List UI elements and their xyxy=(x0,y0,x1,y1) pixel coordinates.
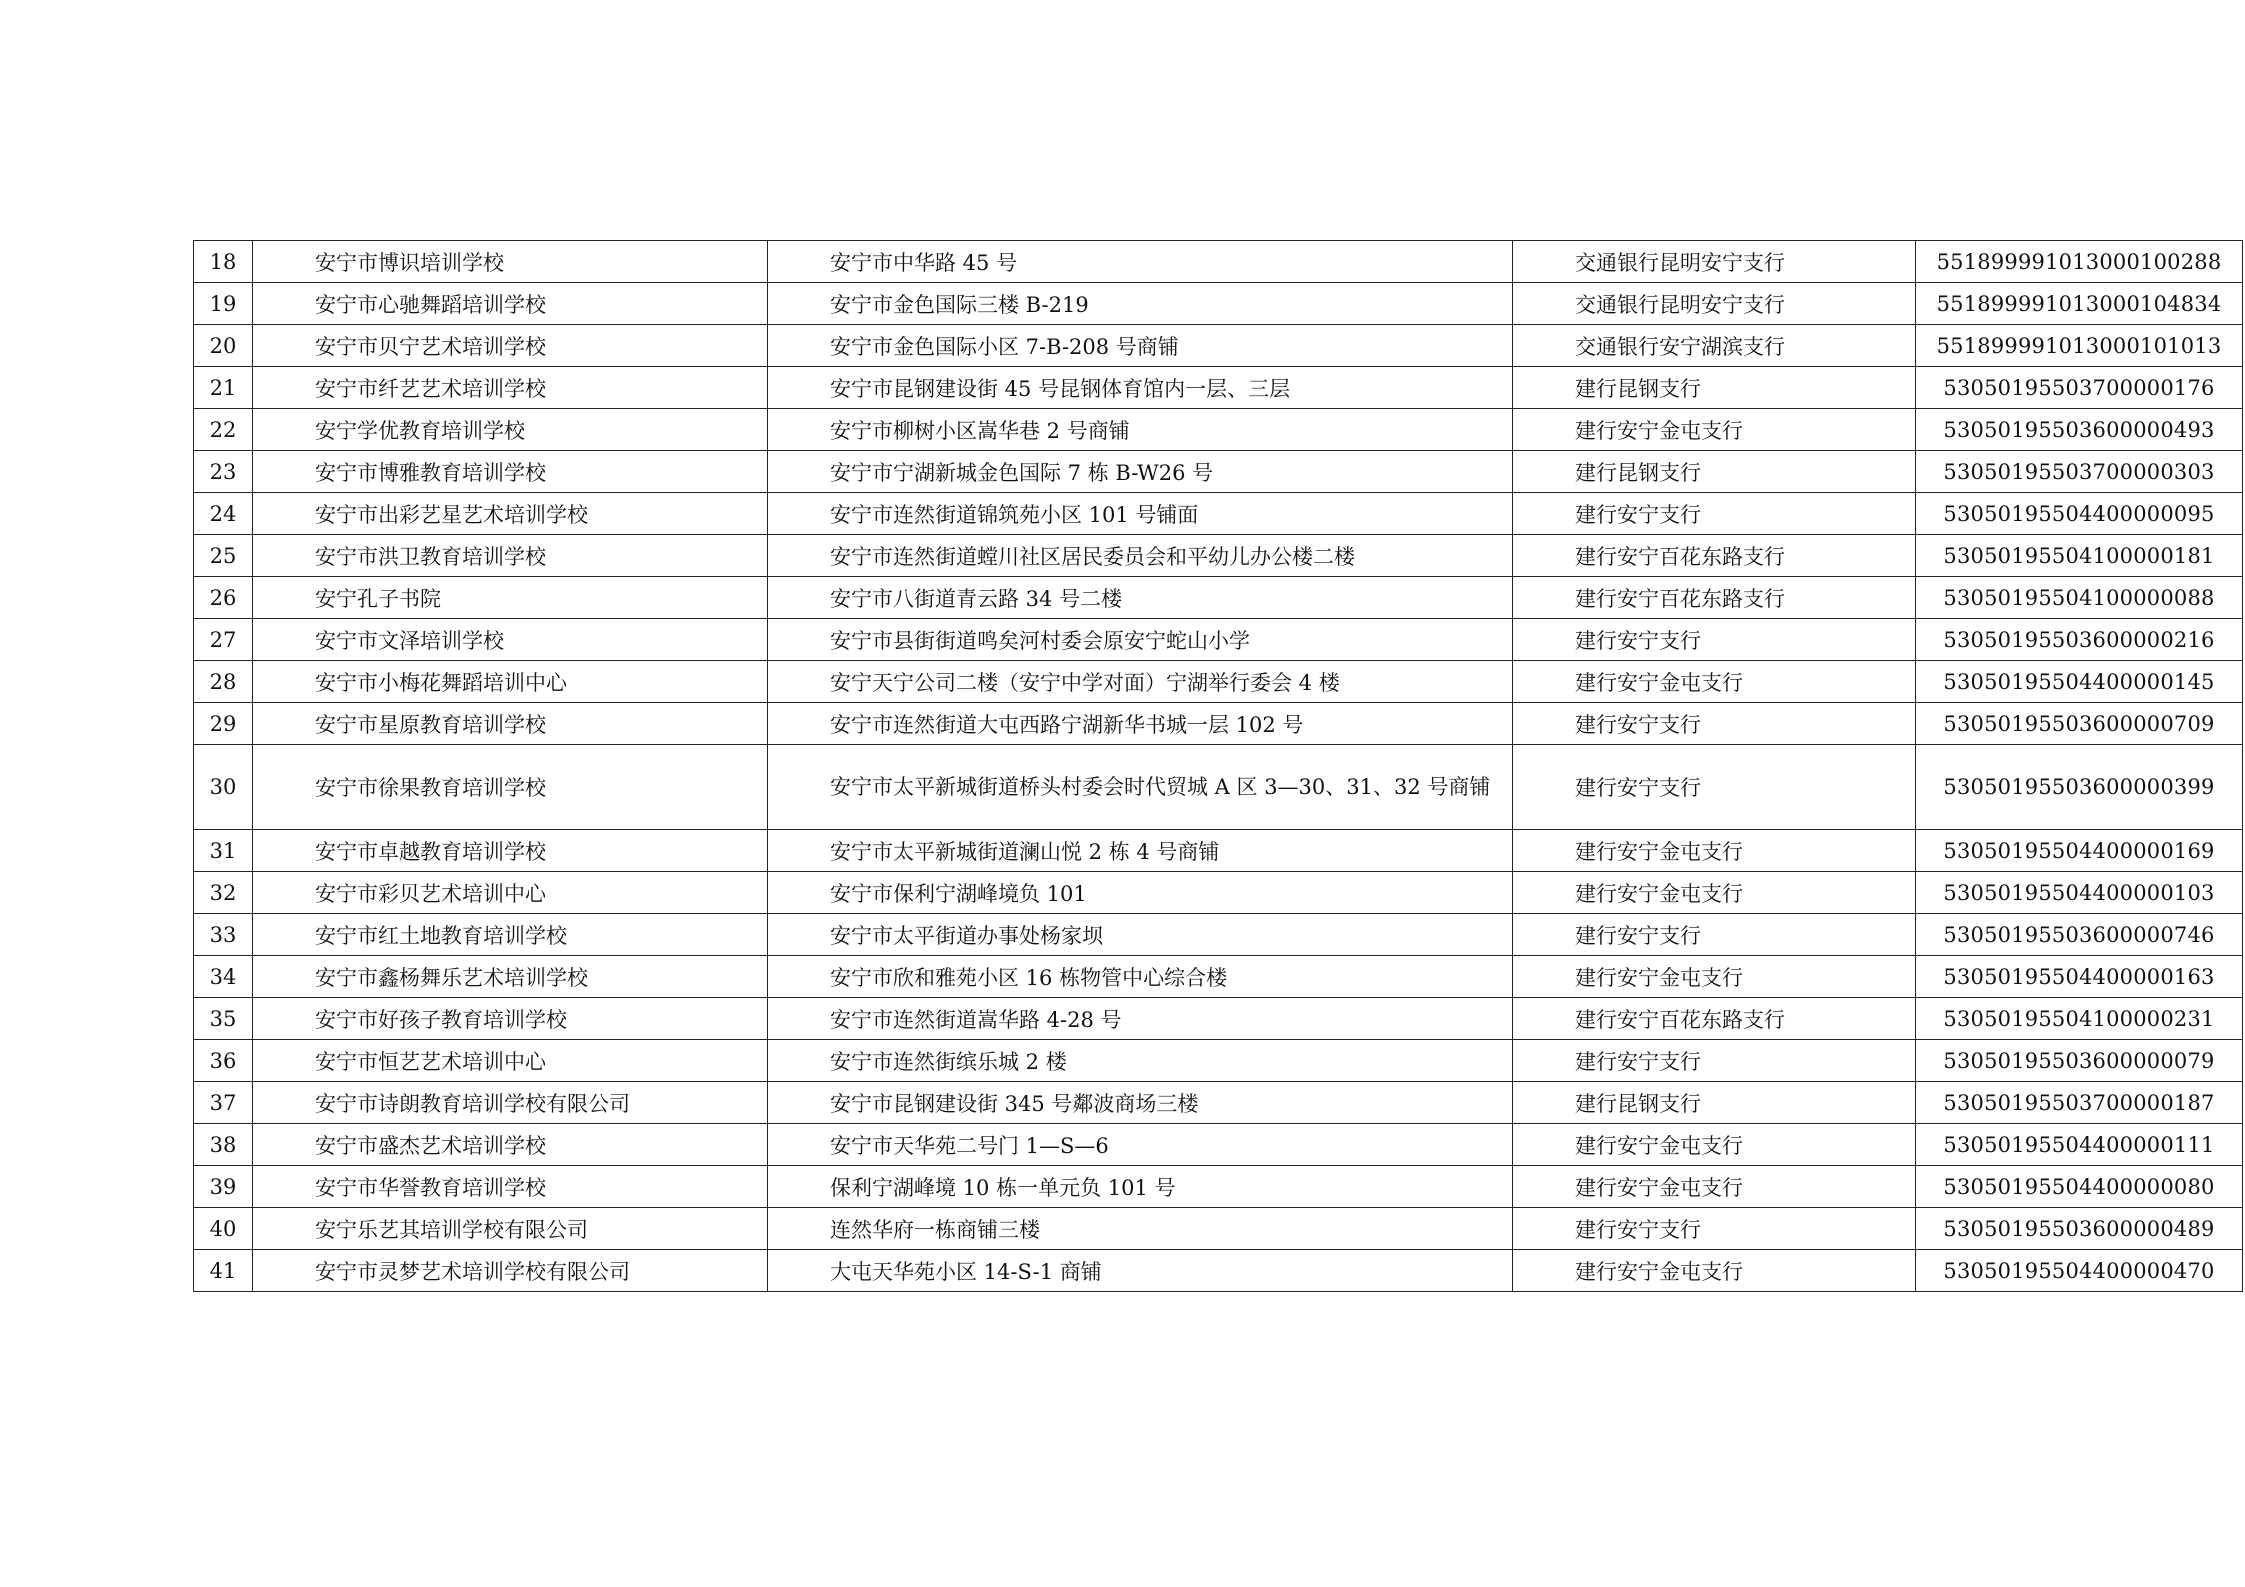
table-row xyxy=(194,451,2243,493)
school-name-cell: 安宁市洪卫教育培训学校 xyxy=(253,535,768,577)
row-number-cell: 27 xyxy=(194,619,253,661)
account-number-cell: 53050195503600000489 xyxy=(1916,1208,2243,1250)
table-row xyxy=(194,914,2243,956)
row-number-cell: 41 xyxy=(194,1250,253,1292)
bank-branch-cell: 建行安宁金屯支行 xyxy=(1513,1124,1916,1166)
account-number-cell: 53050195503700000303 xyxy=(1916,451,2243,493)
table-row xyxy=(194,619,2243,661)
account-number-cell: 53050195504400000095 xyxy=(1916,493,2243,535)
bank-branch-cell: 交通银行昆明安宁支行 xyxy=(1513,241,1916,283)
account-number-cell: 53050195504100000231 xyxy=(1916,998,2243,1040)
account-number-cell: 551899991013000101013 xyxy=(1916,325,2243,367)
document-page xyxy=(193,240,2222,1292)
row-number-cell: 34 xyxy=(194,956,253,998)
row-number-cell: 24 xyxy=(194,493,253,535)
table-row xyxy=(194,830,2243,872)
account-number-cell: 53050195504100000088 xyxy=(1916,577,2243,619)
address-cell: 安宁市金色国际小区 7-B-208 号商铺 xyxy=(768,325,1513,367)
address-cell: 安宁天宁公司二楼（安宁中学对面）宁湖举行委会 4 楼 xyxy=(768,661,1513,703)
address-cell: 保利宁湖峰境 10 栋一单元负 101 号 xyxy=(768,1166,1513,1208)
school-name-cell: 安宁市灵梦艺术培训学校有限公司 xyxy=(253,1250,768,1292)
table-row xyxy=(194,241,2243,283)
table-row xyxy=(194,956,2243,998)
table-row xyxy=(194,535,2243,577)
school-name-cell: 安宁市文泽培训学校 xyxy=(253,619,768,661)
account-number-cell: 53050195503600000493 xyxy=(1916,409,2243,451)
school-name-cell: 安宁市诗朗教育培训学校有限公司 xyxy=(253,1082,768,1124)
row-number-cell: 21 xyxy=(194,367,253,409)
school-name-cell: 安宁市心驰舞蹈培训学校 xyxy=(253,283,768,325)
school-name-cell: 安宁市小梅花舞蹈培训中心 xyxy=(253,661,768,703)
table-row xyxy=(194,1040,2243,1082)
row-number-cell: 32 xyxy=(194,872,253,914)
table-row xyxy=(194,493,2243,535)
bank-branch-cell: 建行安宁百花东路支行 xyxy=(1513,577,1916,619)
table-row xyxy=(194,1124,2243,1166)
school-name-cell: 安宁市好孩子教育培训学校 xyxy=(253,998,768,1040)
bank-branch-cell: 建行安宁金屯支行 xyxy=(1513,956,1916,998)
row-number-cell: 25 xyxy=(194,535,253,577)
account-number-cell: 53050195504400000080 xyxy=(1916,1166,2243,1208)
address-cell: 安宁市昆钢建设街 45 号昆钢体育馆内一层、三层 xyxy=(768,367,1513,409)
bank-branch-cell: 建行安宁支行 xyxy=(1513,1040,1916,1082)
table-row xyxy=(194,325,2243,367)
address-cell: 安宁市太平新城街道桥头村委会时代贸城 A 区 3—30、31、32 号商铺 xyxy=(768,745,1513,830)
account-number-cell: 53050195503700000176 xyxy=(1916,367,2243,409)
row-number-cell: 19 xyxy=(194,283,253,325)
bank-branch-cell: 建行昆钢支行 xyxy=(1513,367,1916,409)
row-number-cell: 30 xyxy=(194,745,253,830)
account-number-cell: 53050195504400000169 xyxy=(1916,830,2243,872)
row-number-cell: 33 xyxy=(194,914,253,956)
address-cell: 安宁市连然街道螳川社区居民委员会和平幼儿办公楼二楼 xyxy=(768,535,1513,577)
bank-branch-cell: 建行安宁支行 xyxy=(1513,493,1916,535)
account-number-cell: 53050195503600000079 xyxy=(1916,1040,2243,1082)
row-number-cell: 23 xyxy=(194,451,253,493)
account-number-cell: 53050195504400000145 xyxy=(1916,661,2243,703)
address-cell: 安宁市太平新城街道澜山悦 2 栋 4 号商铺 xyxy=(768,830,1513,872)
school-name-cell: 安宁乐艺其培训学校有限公司 xyxy=(253,1208,768,1250)
bank-branch-cell: 建行安宁百花东路支行 xyxy=(1513,998,1916,1040)
school-roster-table xyxy=(193,240,2243,1292)
school-name-cell: 安宁市鑫杨舞乐艺术培训学校 xyxy=(253,956,768,998)
address-cell: 安宁市连然街缤乐城 2 楼 xyxy=(768,1040,1513,1082)
row-number-cell: 35 xyxy=(194,998,253,1040)
table-row xyxy=(194,745,2243,830)
table-row xyxy=(194,577,2243,619)
bank-branch-cell: 建行安宁支行 xyxy=(1513,703,1916,745)
address-cell: 安宁市中华路 45 号 xyxy=(768,241,1513,283)
address-cell: 安宁市天华苑二号门 1—S—6 xyxy=(768,1124,1513,1166)
bank-branch-cell: 建行昆钢支行 xyxy=(1513,1082,1916,1124)
table-row xyxy=(194,661,2243,703)
address-cell: 安宁市连然街道锦筑苑小区 101 号铺面 xyxy=(768,493,1513,535)
row-number-cell: 39 xyxy=(194,1166,253,1208)
address-cell: 安宁市保利宁湖峰境负 101 xyxy=(768,872,1513,914)
bank-branch-cell: 建行安宁金屯支行 xyxy=(1513,1166,1916,1208)
row-number-cell: 20 xyxy=(194,325,253,367)
account-number-cell: 53050195503700000187 xyxy=(1916,1082,2243,1124)
address-cell: 安宁市连然街道嵩华路 4-28 号 xyxy=(768,998,1513,1040)
row-number-cell: 36 xyxy=(194,1040,253,1082)
address-cell: 安宁市金色国际三楼 B-219 xyxy=(768,283,1513,325)
address-cell: 安宁市昆钢建设街 345 号鄰波商场三楼 xyxy=(768,1082,1513,1124)
table-row xyxy=(194,1166,2243,1208)
address-cell: 安宁市欣和雅苑小区 16 栋物管中心综合楼 xyxy=(768,956,1513,998)
account-number-cell: 551899991013000104834 xyxy=(1916,283,2243,325)
bank-branch-cell: 建行安宁金屯支行 xyxy=(1513,872,1916,914)
row-number-cell: 18 xyxy=(194,241,253,283)
bank-branch-cell: 建行安宁金屯支行 xyxy=(1513,409,1916,451)
table-row xyxy=(194,367,2243,409)
school-name-cell: 安宁市星原教育培训学校 xyxy=(253,703,768,745)
address-cell: 安宁市太平街道办事处杨家坝 xyxy=(768,914,1513,956)
bank-branch-cell: 建行安宁支行 xyxy=(1513,745,1916,830)
account-number-cell: 551899991013000100288 xyxy=(1916,241,2243,283)
bank-branch-cell: 交通银行安宁湖滨支行 xyxy=(1513,325,1916,367)
bank-branch-cell: 建行安宁支行 xyxy=(1513,1208,1916,1250)
account-number-cell: 53050195504400000163 xyxy=(1916,956,2243,998)
account-number-cell: 53050195503600000746 xyxy=(1916,914,2243,956)
account-number-cell: 53050195504100000181 xyxy=(1916,535,2243,577)
address-cell: 安宁市宁湖新城金色国际 7 栋 B-W26 号 xyxy=(768,451,1513,493)
table-row xyxy=(194,1082,2243,1124)
school-name-cell: 安宁市博识培训学校 xyxy=(253,241,768,283)
school-name-cell: 安宁市盛杰艺术培训学校 xyxy=(253,1124,768,1166)
bank-branch-cell: 建行安宁支行 xyxy=(1513,914,1916,956)
bank-branch-cell: 建行安宁百花东路支行 xyxy=(1513,535,1916,577)
row-number-cell: 29 xyxy=(194,703,253,745)
roster-table-body xyxy=(194,241,2243,1292)
bank-branch-cell: 交通银行昆明安宁支行 xyxy=(1513,283,1916,325)
address-cell: 大屯天华苑小区 14-S-1 商铺 xyxy=(768,1250,1513,1292)
table-row xyxy=(194,703,2243,745)
bank-branch-cell: 建行昆钢支行 xyxy=(1513,451,1916,493)
account-number-cell: 53050195504400000111 xyxy=(1916,1124,2243,1166)
address-cell: 安宁市八街道青云路 34 号二楼 xyxy=(768,577,1513,619)
table-row xyxy=(194,409,2243,451)
school-name-cell: 安宁孔子书院 xyxy=(253,577,768,619)
table-row xyxy=(194,1250,2243,1292)
school-name-cell: 安宁市出彩艺星艺术培训学校 xyxy=(253,493,768,535)
school-name-cell: 安宁学优教育培训学校 xyxy=(253,409,768,451)
bank-branch-cell: 建行安宁金屯支行 xyxy=(1513,1250,1916,1292)
row-number-cell: 40 xyxy=(194,1208,253,1250)
address-cell: 安宁市县街街道鸣矣河村委会原安宁蛇山小学 xyxy=(768,619,1513,661)
school-name-cell: 安宁市红土地教育培训学校 xyxy=(253,914,768,956)
school-name-cell: 安宁市恒艺艺术培训中心 xyxy=(253,1040,768,1082)
table-row xyxy=(194,283,2243,325)
school-name-cell: 安宁市华誉教育培训学校 xyxy=(253,1166,768,1208)
account-number-cell: 53050195503600000399 xyxy=(1916,745,2243,830)
account-number-cell: 53050195503600000216 xyxy=(1916,619,2243,661)
school-name-cell: 安宁市贝宁艺术培训学校 xyxy=(253,325,768,367)
table-row xyxy=(194,998,2243,1040)
account-number-cell: 53050195504400000470 xyxy=(1916,1250,2243,1292)
school-name-cell: 安宁市彩贝艺术培训中心 xyxy=(253,872,768,914)
bank-branch-cell: 建行安宁金屯支行 xyxy=(1513,830,1916,872)
school-name-cell: 安宁市徐果教育培训学校 xyxy=(253,745,768,830)
table-row xyxy=(194,1208,2243,1250)
row-number-cell: 37 xyxy=(194,1082,253,1124)
school-name-cell: 安宁市纤艺艺术培训学校 xyxy=(253,367,768,409)
bank-branch-cell: 建行安宁金屯支行 xyxy=(1513,661,1916,703)
row-number-cell: 38 xyxy=(194,1124,253,1166)
row-number-cell: 31 xyxy=(194,830,253,872)
address-cell: 安宁市柳树小区嵩华巷 2 号商铺 xyxy=(768,409,1513,451)
bank-branch-cell: 建行安宁支行 xyxy=(1513,619,1916,661)
row-number-cell: 28 xyxy=(194,661,253,703)
row-number-cell: 22 xyxy=(194,409,253,451)
address-cell: 连然华府一栋商铺三楼 xyxy=(768,1208,1513,1250)
school-name-cell: 安宁市卓越教育培训学校 xyxy=(253,830,768,872)
row-number-cell: 26 xyxy=(194,577,253,619)
account-number-cell: 53050195503600000709 xyxy=(1916,703,2243,745)
account-number-cell: 53050195504400000103 xyxy=(1916,872,2243,914)
school-name-cell: 安宁市博雅教育培训学校 xyxy=(253,451,768,493)
table-row xyxy=(194,872,2243,914)
address-cell: 安宁市连然街道大屯西路宁湖新华书城一层 102 号 xyxy=(768,703,1513,745)
